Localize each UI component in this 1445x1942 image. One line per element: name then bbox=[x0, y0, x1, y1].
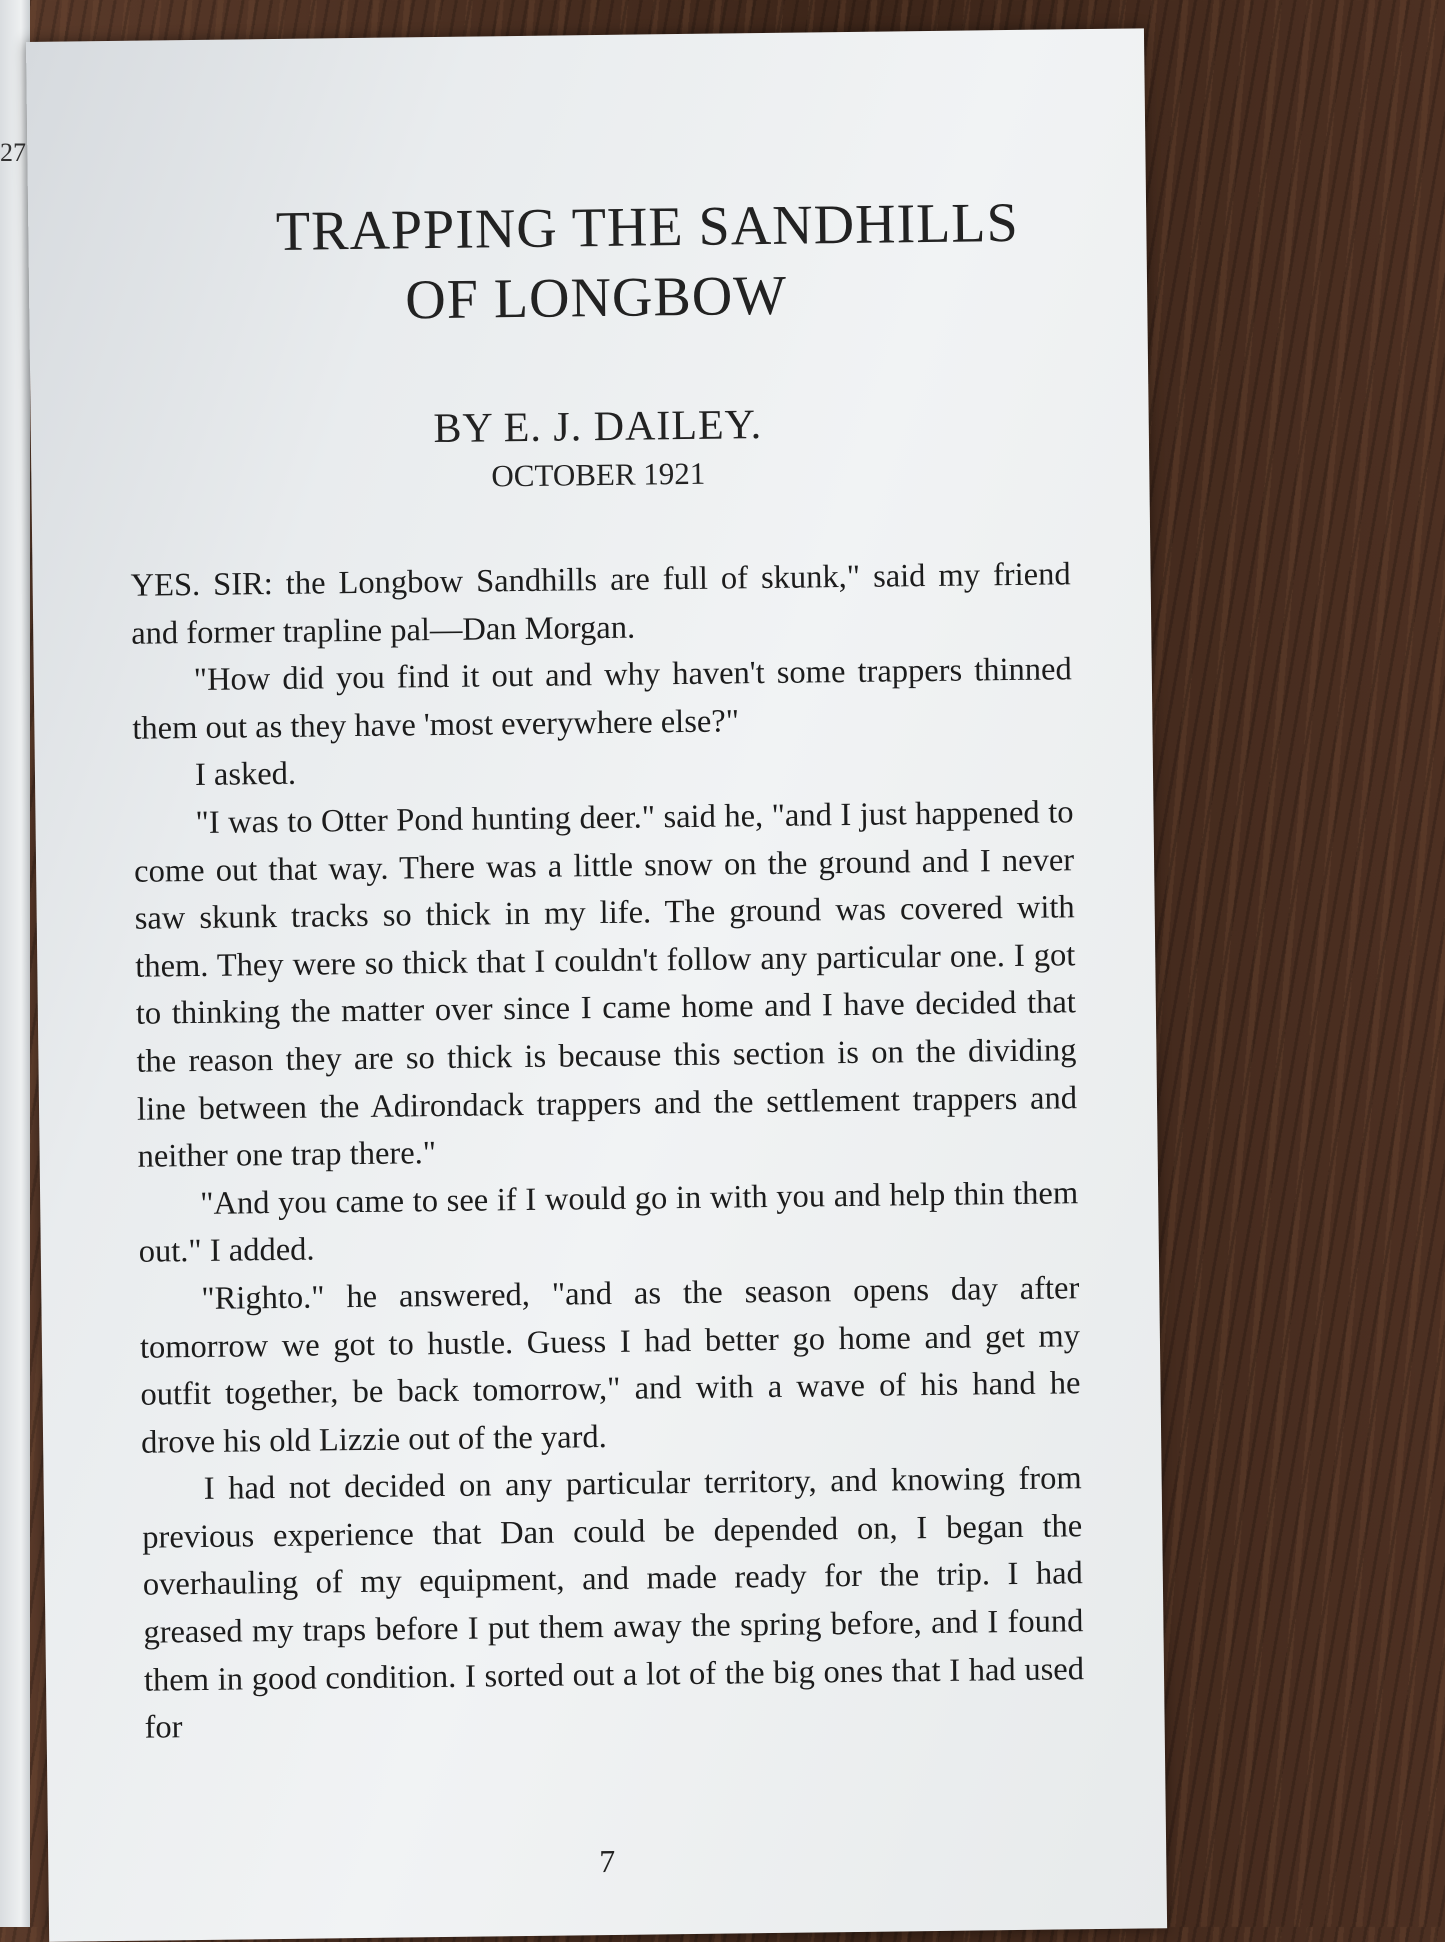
paragraph-6: "Righto." he answered, "and as the season opens day after tomorrow we got to hustle. Guess I had better go home and get my outfit together, be back tomorrow," and with a wave of his hand he drove his old Lizzie out of the yard. bbox=[139, 1270, 1081, 1461]
previous-page-number-fragment: 27 bbox=[0, 138, 26, 167]
paragraph-3: I asked. bbox=[194, 756, 297, 794]
author-byline: BY E. J. DAILEY. bbox=[433, 402, 763, 453]
paragraph-4: "I was to Otter Pond hunting deer." said he, "and I just happened to come out that way. There was a little snow on the ground and I never saw skunk tracks so thick in my life. The ground was covered with them. They were so thick that I couldn't follow any particular one. I got to thinking the matter over since I came home and I have decided that the reason they are so thick is because this section is on the dividing line between the Adirondack trappers and the settlement trappers and neither one trap there." bbox=[133, 794, 1078, 1175]
article-body bbox=[130, 551, 1084, 1752]
article-title-line-1: TRAPPING THE SANDHILLS bbox=[275, 191, 1020, 263]
paragraph-2: "How did you find it out and why haven't some trappers thinned them out as they have 'most everywhere else?" bbox=[132, 651, 1072, 747]
paragraph-1: YES. SIR: the Longbow Sandhills are full of skunk," said my friend and former trapline pal—Dan Morgan. bbox=[130, 556, 1071, 652]
publication-date: OCTOBER 1921 bbox=[491, 455, 706, 494]
page-number: 7 bbox=[599, 1842, 616, 1880]
book-page bbox=[26, 28, 1167, 1942]
paragraph-7: I had not decided on any particular territory, and knowing from previous experience that Dan could be depended on, I began the overhauling of my equipment, and made ready for the trip. I had greased my traps before I put them away the spring before, and I found them in good condition. I sorted out a lot of the big ones that I had used for bbox=[142, 1460, 1085, 1746]
paragraph-5: "And you came to see if I would go in with you and help thin them out." I added. bbox=[138, 1174, 1079, 1271]
previous-page-edge bbox=[0, 0, 30, 1927]
article-title-line-2: OF LONGBOW bbox=[404, 264, 788, 332]
